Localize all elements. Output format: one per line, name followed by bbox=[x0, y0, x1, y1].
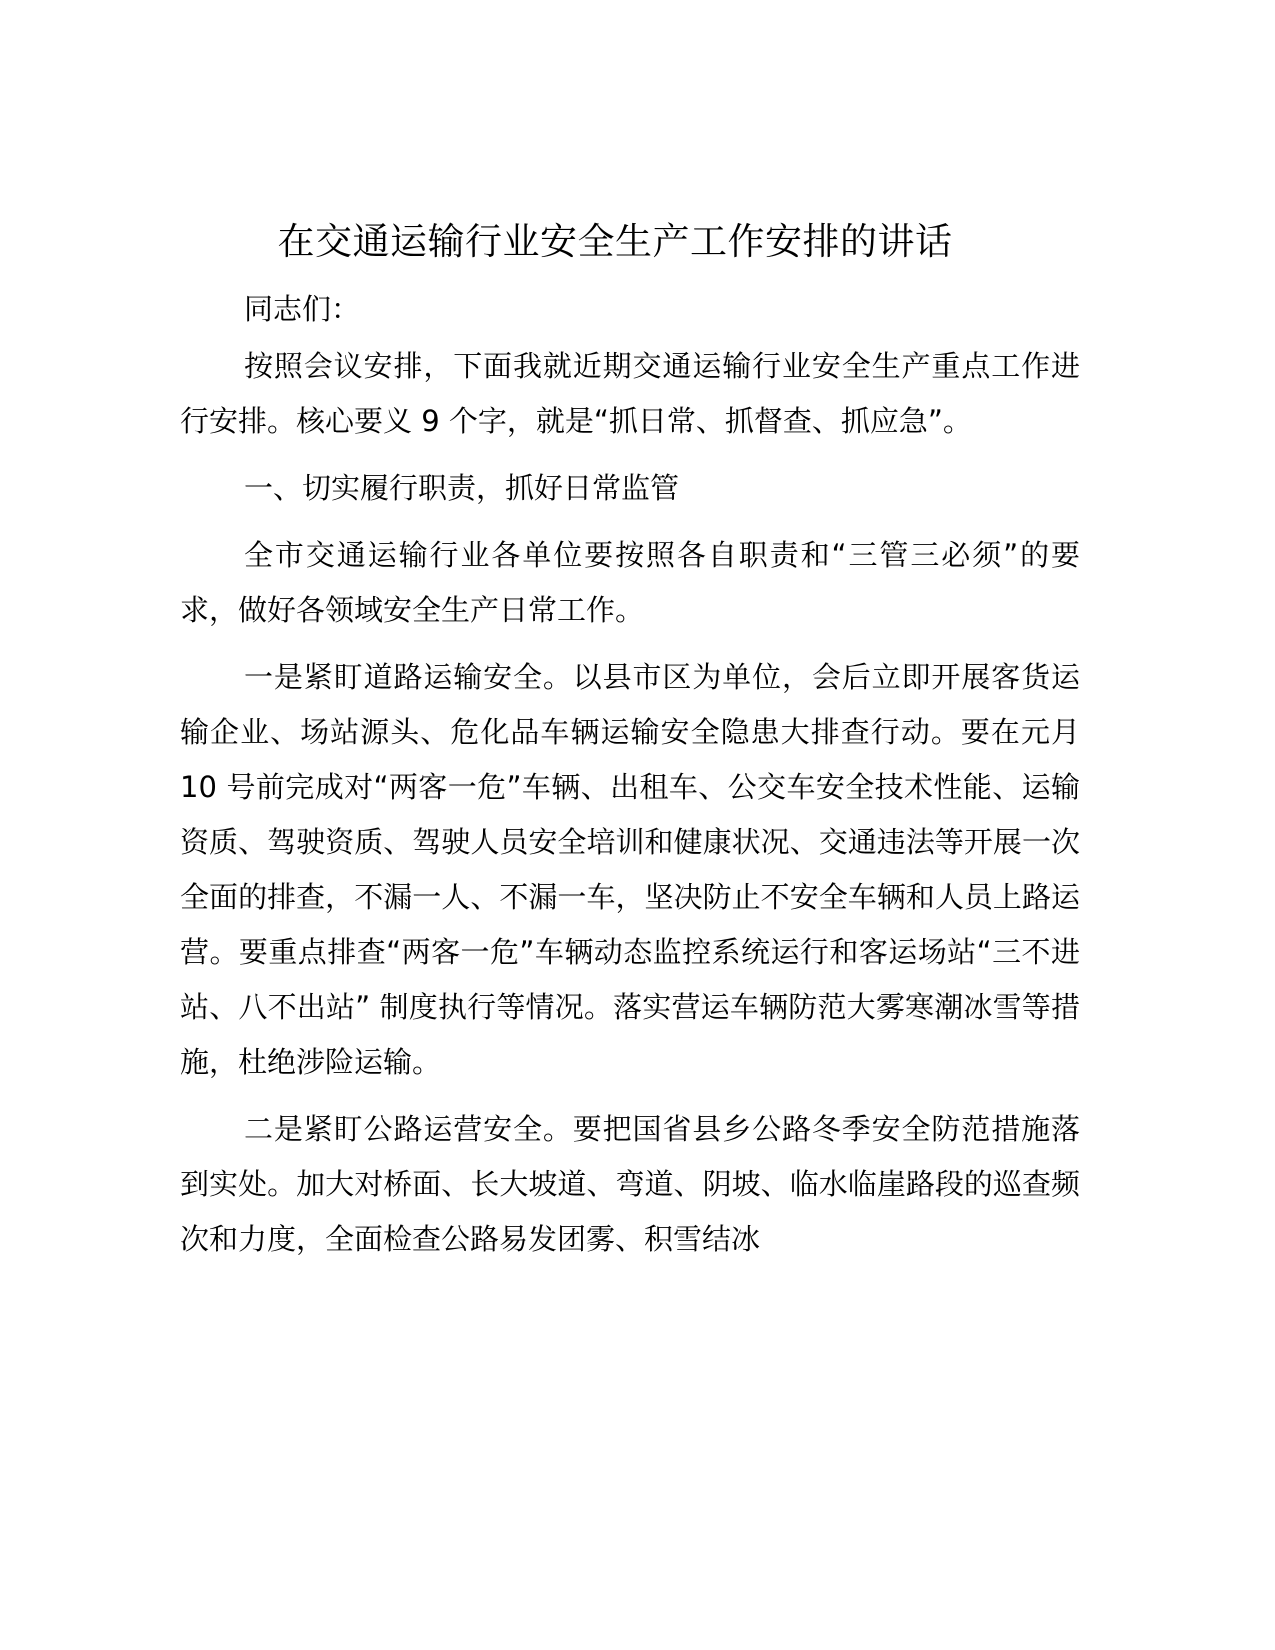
paragraph-responsibilities: 全市交通运输行业各单位要按照各自职责和“三管三必须”的要求，做好各领域安全生产日常工作。 bbox=[180, 538, 1080, 627]
paragraph-intro: 按照会议安排，下面我就近期交通运输行业安全生产重点工作进行安排。核心要义 9 个字，就是“抓日常、抓督查、抓应急”。 bbox=[180, 349, 1080, 438]
document-title: 在交通运输行业安全生产工作安排的讲话 bbox=[277, 220, 953, 263]
salutation: 同志们： bbox=[244, 292, 361, 326]
paragraph-highway-operation-safety: 二是紧盯公路运营安全。要把国省县乡公路冬季安全防范措施落到实处。加大对桥面、长大坡道、弯道、阴坡、临水临崖路段的巡查频次和力度，全面检查公路易发团雾、积雪结冰 bbox=[180, 1112, 1080, 1256]
section-heading-1: 一、切实履行职责，抓好日常监管 bbox=[244, 471, 680, 505]
document-page bbox=[180, 215, 1080, 1279]
paragraph-road-transport-safety: 一是紧盯道路运输安全。以县市区为单位，会后立即开展客货运输企业、场站源头、危化品车辆运输安全隐患大排查行动。要在元月 10 号前完成对“两客一危”车辆、出租车、公交车安全技术性能、运输资质、驾驶资质、驾驶人员安全培训和健康状况、交通违法等开展一次全面的排查，不漏一人、不漏一车，坚决防止不安全车辆和人员上路运营。要重点排查“两客一危”车辆动态监控系统运行和客运场站“三不进站、八不出站” 制度执行等情况。落实营运车辆防范大雾寒潮冰雪等措施，杜绝涉险运输。 bbox=[180, 660, 1080, 1079]
